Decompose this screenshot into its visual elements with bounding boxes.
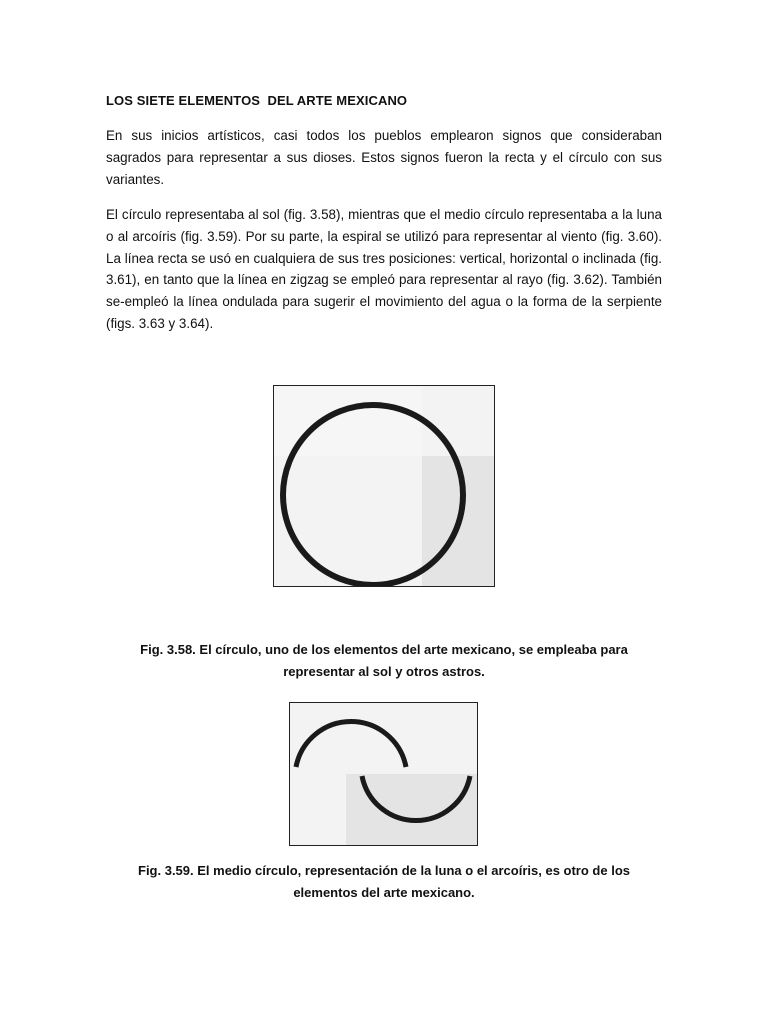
figure-caption-3-58 — [106, 639, 662, 683]
caption-line: Fig. 3.58. El círculo, uno de los elementos del arte mexicano, se empleaba para — [140, 642, 628, 657]
page-title: LOS SIETE ELEMENTOS DEL ARTE MEXICANO — [106, 93, 408, 108]
figure-circle — [273, 385, 495, 587]
caption-line: representar al sol y otros astros. — [283, 664, 485, 679]
paragraph-intro: En sus inicios artísticos, casi todos los pueblos emplearon signos que consideraban sagrados para representar a sus dioses. Estos signos fueron la recta y el círculo con sus variantes. — [106, 128, 662, 187]
paragraph-elements: El círculo representaba al sol (fig. 3.58), mientras que el medio círculo representaba a la luna o al arcoíris (fig. 3.59). Por su parte, la espiral se utilizó para representar al viento (fig. 3.60). La línea recta se usó en cualquiera de sus tres posiciones: vertical, horizontal o inclinada (fig. 3.61), en tanto que la línea en zigzag se empleó para representar al rayo (fig. 3.62). También se-empleó la línea ondulada para sugerir el movimiento del agua o la forma de la serpiente (figs. 3.63 y 3.64). — [106, 207, 662, 331]
figure-half-circles — [289, 702, 478, 846]
figure-caption-3-59 — [106, 860, 662, 904]
caption-line: Fig. 3.59. El medio círculo, representación de la luna o el arcoíris, es otro de los — [138, 863, 630, 878]
caption-line: elementos del arte mexicano. — [293, 885, 475, 900]
half-circles-illustration — [290, 703, 477, 845]
circle-illustration — [274, 386, 494, 586]
